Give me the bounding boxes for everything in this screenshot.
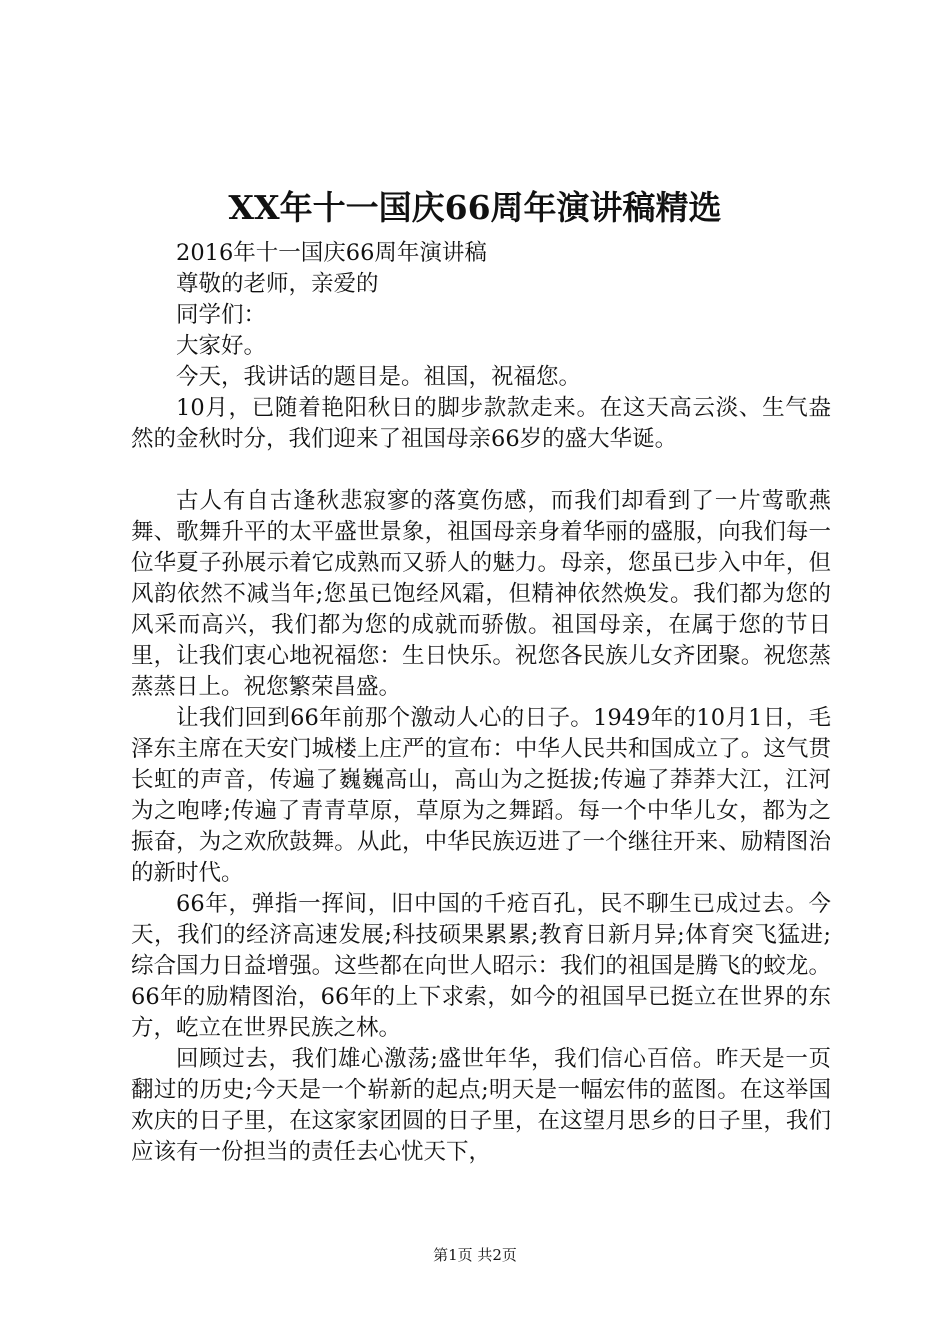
paragraph-blank [131,455,831,486]
paragraph-salutation-cont: 同学们： [176,302,267,328]
paragraph-ancients: 古人有自古逢秋悲寂寥的落寞伤感，而我们却看到了一片莺歌燕舞、歌舞升平的太平盛世景象，祖国母亲身着华丽的盛服，向我们每一位华夏子孙展示着它成熟而又骄人的魅力。母亲，您虽已步入中年，但风韵依然不减当年;您虽已饱经风霜，但精神依然焕发。我们都为您的风采而高兴，我们都为您的成就而骄傲。祖国母亲，在属于您的节日里，让我们衷心地祝福您：生日快乐。祝您各民族儿女齐团聚。祝您蒸蒸蒸日上。祝您繁荣昌盛。 [131,488,831,700]
paragraph-salutation: 尊敬的老师，亲爱的 [176,271,379,297]
document-body [131,238,831,1168]
page-footer: 第1页 共2页 [433,1246,517,1264]
document-title: XX年十一国庆66周年演讲稿精选 [228,188,722,227]
paragraph-greeting: 大家好。 [176,333,267,359]
paragraph-66-years: 66年，弹指一挥间，旧中国的千疮百孔，民不聊生已成过去。今天，我们的经济高速发展;科技硕果累累;教育日新月异;体育突飞猛进;综合国力日益增强。这些都在向世人昭示：我们的祖国是腾飞的蛟龙。66年的励精图治，66年的上下求索，如今的祖国早已挺立在世界的东方，屹立在世界民族之林。 [131,891,831,1041]
paragraph-topic: 今天，我讲话的题目是。祖国，祝福您。 [176,364,582,390]
paragraph-heading-line: 2016年十一国庆66周年演讲稿 [176,240,487,266]
paragraph-october: 10月，已随着艳阳秋日的脚步款款走来。在这天高云淡、生气盎然的金秋时分，我们迎来了祖国母亲66岁的盛大华诞。 [131,395,831,452]
paragraph-1949: 让我们回到66年前那个激动人心的日子。1949年的10月1日，毛泽东主席在天安门城楼上庄严的宣布：中华人民共和国成立了。这气贯长虹的声音，传遍了巍巍高山，高山为之挺拔;传遍了莽莽大江，江河为之咆哮;传遍了青青草原，草原为之舞蹈。每一个中华儿女，都为之振奋，为之欢欣鼓舞。从此，中华民族迈进了一个继往开来、励精图治的新时代。 [131,705,831,886]
paragraph-review: 回顾过去，我们雄心激荡;盛世年华，我们信心百倍。昨天是一页翻过的历史;今天是一个崭新的起点;明天是一幅宏伟的蓝图。在这举国欢庆的日子里，在这家家团圆的日子里，在这望月思乡的日子里，我们应该有一份担当的责任去心忧天下， [131,1046,831,1165]
